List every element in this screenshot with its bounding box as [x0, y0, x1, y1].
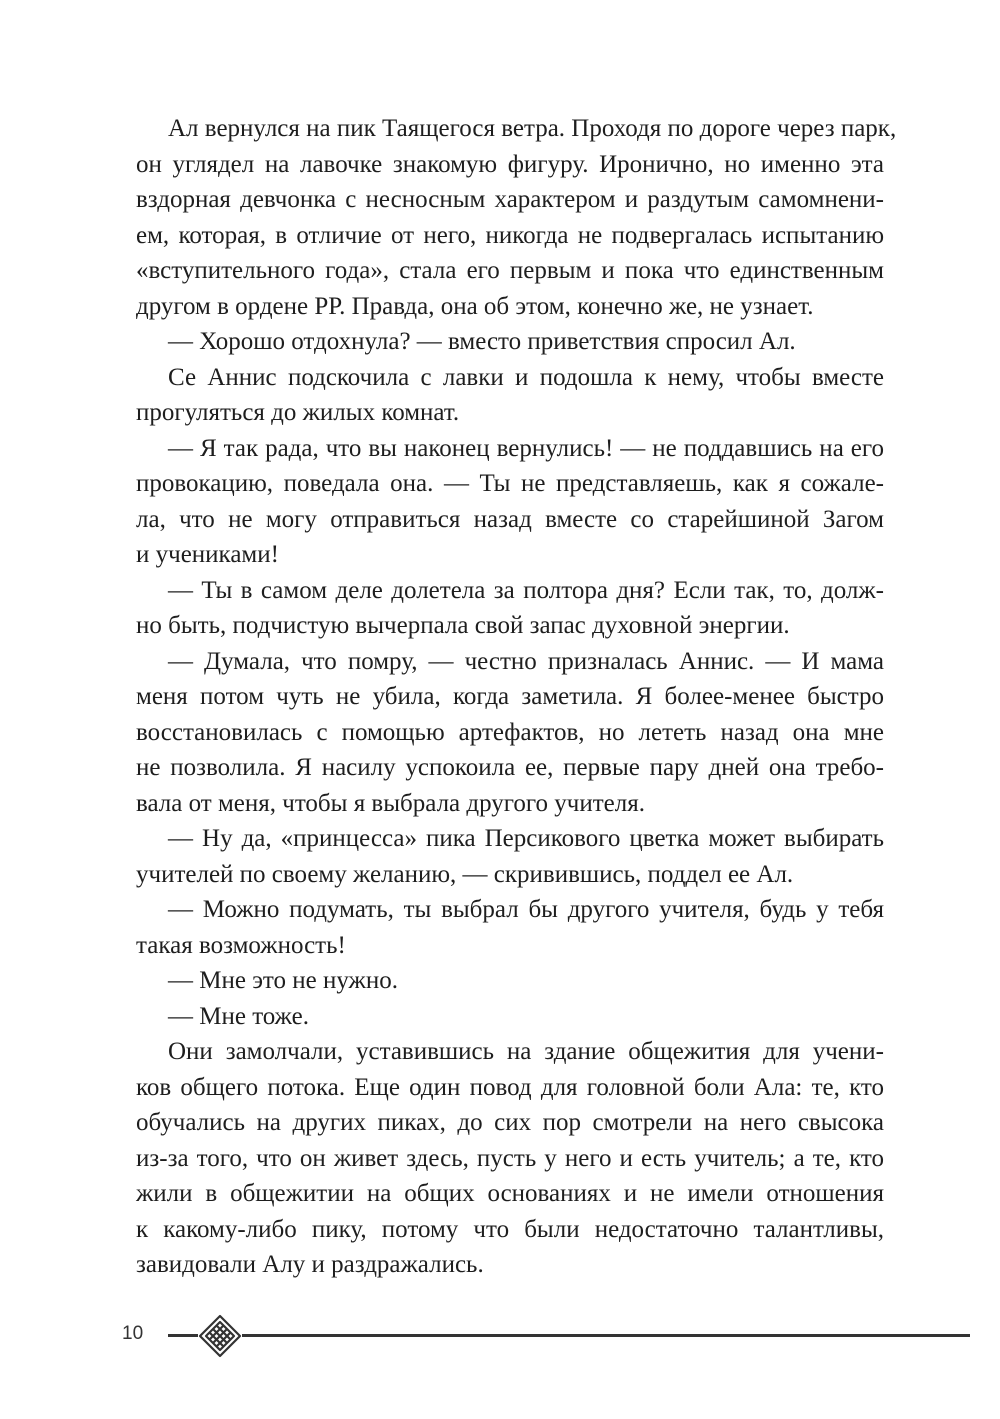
text-line: ем, которая, в отличие от него, никогда не подвергалась испытанию	[136, 221, 884, 249]
text-line: — Ты в самом деле долетела за полтора дня? Если так, то, долж-	[168, 576, 884, 604]
text-line: вздорная девчонка с несносным характером и раздутым самомнени-	[136, 186, 884, 213]
text-line: провокацию, поведала она. — Ты не представляешь, как я сожале-	[136, 470, 884, 497]
text-line: Ал вернулся на пик Таящегося ветра. Проходя по дороге через парк,	[168, 115, 897, 142]
text-line: ков общего потока. Еще один повод для головной боли Ала: те, кто	[136, 1073, 884, 1101]
text-line: — Ну да, «принцесса» пика Персикового цветка может выбирать	[168, 825, 884, 852]
footer-rule-right	[242, 1334, 970, 1337]
text-line: «вступительного года», стала его первым и пока что единственным	[136, 257, 884, 284]
text-line: меня потом чуть не убила, когда заметила. Я более-менее быстро	[136, 683, 884, 710]
text-line: — Мне тоже.	[168, 1002, 309, 1030]
footer-rule-left	[168, 1334, 198, 1337]
text-line: другом в ордене РР. Правда, она об этом, конечно же, не узнает.	[136, 292, 814, 320]
text-line: ла, что не могу отправиться назад вместе со старейшиной Загом	[136, 505, 884, 533]
text-line: и учениками!	[136, 541, 279, 568]
text-line: такая возможность!	[136, 931, 346, 959]
text-line: из-за того, что он живет здесь, пусть у него и есть учитель; а те, кто	[136, 1144, 884, 1172]
text-line: вала от меня, чтобы я выбрала другого учителя.	[136, 789, 645, 817]
text-line: учителей по своему желанию, — скривившись, поддел ее Ал.	[136, 860, 794, 888]
endless-knot-icon	[196, 1314, 244, 1358]
text-line: к какому-либо пику, потому что были недостаточно талантливы,	[136, 1215, 884, 1243]
text-line: обучались на других пиках, до сих пор смотрели на него свысока	[136, 1109, 884, 1136]
body-text	[136, 111, 897, 1283]
text-line: — Думала, что помру, — честно призналась Аннис. — И мама	[168, 647, 884, 675]
text-line: не позволила. Я насилу успокоила ее, первые пару дней она требо-	[136, 754, 884, 781]
text-line: — Я так рада, что вы наконец вернулись! — не поддавшись на его	[168, 434, 884, 462]
text-line: Се Аннис подскочила с лавки и подошла к нему, чтобы вместе	[168, 363, 884, 391]
text-line: завидовали Алу и раздражались.	[136, 1251, 484, 1278]
text-line: — Можно подумать, ты выбрал бы другого учителя, будь у тебя	[168, 896, 884, 923]
text-line: Они замолчали, уставившись на здание общежития для учени-	[168, 1038, 884, 1065]
text-line: — Хорошо отдохнула? — вместо приветствия спросил Ал.	[168, 328, 796, 355]
text-line: но быть, подчистую вычерпала свой запас духовной энергии.	[136, 612, 790, 639]
text-line: жили в общежитии на общих основаниях и не имели отношения	[136, 1180, 884, 1207]
text-line: восстановилась с помощью артефактов, но лететь назад она мне	[136, 718, 884, 746]
text-line: прогуляться до жилых комнат.	[136, 399, 460, 426]
page-footer	[0, 1318, 1000, 1354]
text-line: он углядел на лавочке знакомую фигуру. Иронично, но именно эта	[136, 150, 884, 178]
page-number: 10	[122, 1323, 144, 1344]
text-line: — Мне это не нужно.	[168, 967, 398, 994]
